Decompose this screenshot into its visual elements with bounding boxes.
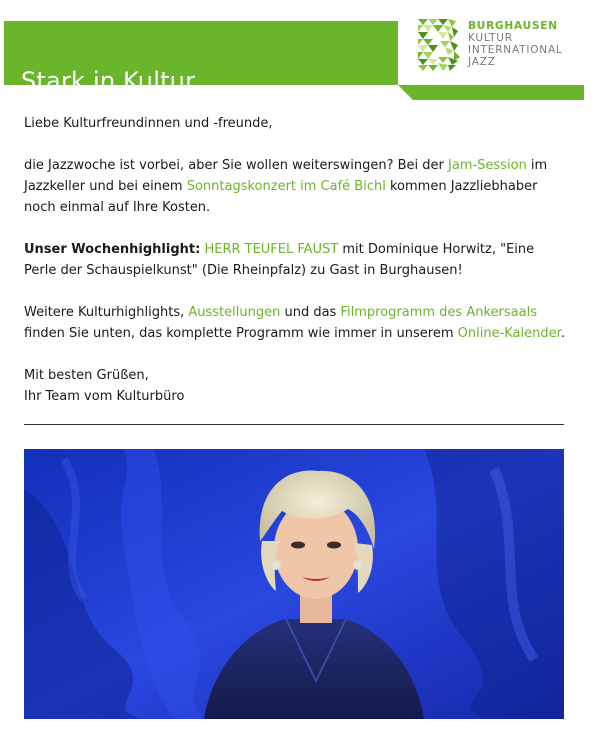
closing-line-1: Mit besten Grüßen, [24, 368, 149, 383]
greeting: Liebe Kulturfreundinnen und -freunde, [24, 116, 273, 131]
performer-photo-illustration [24, 449, 564, 719]
logo[interactable] [398, 0, 584, 85]
page-title: Stark in Kultur [21, 67, 196, 95]
intro-text-2: im Jazzkeller und bei einem [24, 158, 548, 194]
logo-line-kultur: KULTUR [468, 32, 513, 44]
highlight-label: Unser Wochenhighlight: [24, 242, 201, 257]
highlight-photo[interactable] [24, 449, 564, 719]
divider [24, 424, 564, 425]
logo-wordmark [468, 20, 563, 68]
logo-line-burghausen: BURGHAUSEN [468, 20, 558, 32]
more-paragraph [24, 302, 569, 344]
newsletter-body [24, 113, 569, 428]
herr-teufel-faust-link[interactable]: HERR TEUFEL FAUST [204, 242, 339, 257]
sonntagskonzert-link[interactable]: Sonntagskonzert im Café Bichl [186, 179, 386, 194]
more-text-1: Weitere Kulturhighlights, [24, 305, 189, 320]
closing-line-2: Ihr Team vom Kulturbüro [24, 389, 185, 404]
highlight-text: mit Dominique Horwitz, "Eine Perle der Schauspielkunst" (Die Rheinpfalz) zu Gast in Burghausen! [24, 242, 535, 278]
header-accent-stripe [398, 85, 584, 100]
logo-line-international: INTERNATIONAL [468, 44, 563, 56]
more-text-3: finden Sie unten, das komplette Programm wie immer in unserem [24, 326, 458, 341]
online-kalender-link[interactable]: Online-Kalender [457, 326, 561, 341]
burghausen-b-logo-icon [418, 19, 460, 71]
intro-paragraph [24, 155, 569, 218]
newsletter-header [4, 0, 584, 100]
highlight-paragraph [24, 239, 569, 281]
logo-line-jazz: JAZZ [468, 56, 496, 68]
more-text-4: . [560, 326, 565, 341]
more-text-2: und das [280, 305, 341, 320]
intro-text-3: kommen Jazzliebhaber noch einmal auf Ihre Kosten. [24, 179, 538, 215]
intro-text-1: die Jazzwoche ist vorbei, aber Sie wollen weiterswingen? Bei der [24, 158, 448, 173]
jam-session-link[interactable]: Jam-Session [448, 158, 527, 173]
ausstellungen-link[interactable]: Ausstellungen [188, 305, 281, 320]
header-band [4, 21, 398, 95]
filmprogramm-link[interactable]: Filmprogramm des Ankersaals [340, 305, 537, 320]
closing [24, 365, 569, 407]
